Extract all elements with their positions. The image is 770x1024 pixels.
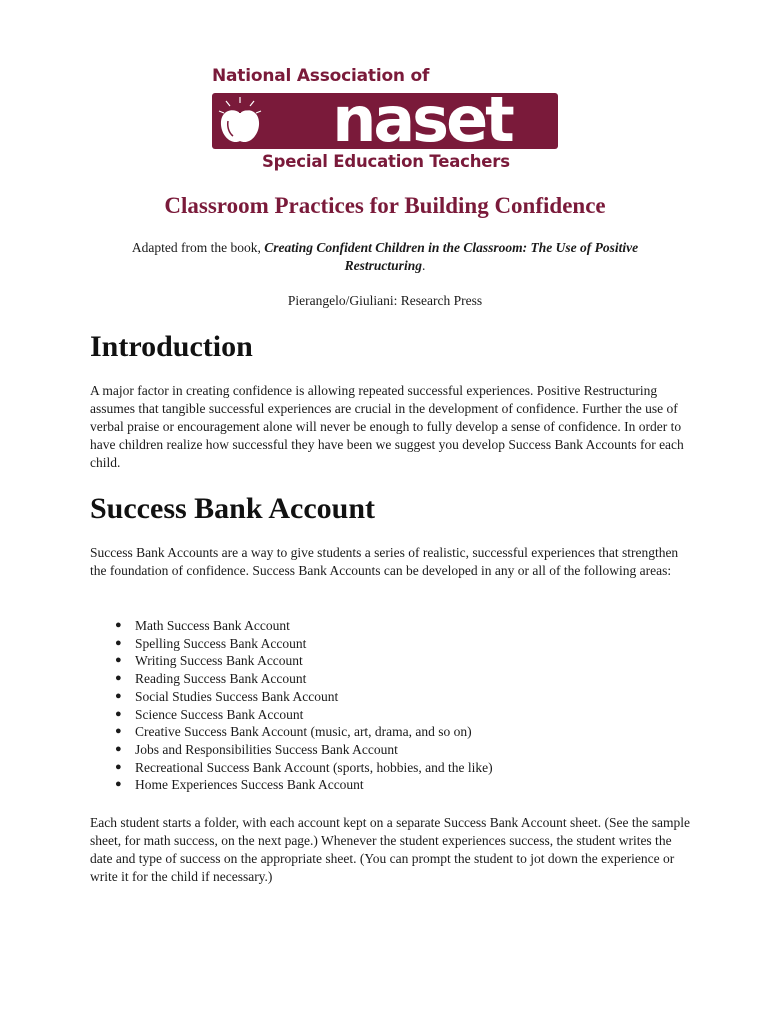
bullet-icon: ● xyxy=(115,760,122,773)
list-item xyxy=(90,776,493,794)
account-list xyxy=(90,617,493,794)
list-item-text: Math Success Bank Account xyxy=(135,618,290,633)
bullet-icon: ● xyxy=(115,742,122,755)
introduction-heading: Introduction xyxy=(90,330,253,363)
source-note xyxy=(90,239,680,275)
bullet-icon: ● xyxy=(115,725,122,738)
list-item-text: Reading Success Bank Account xyxy=(135,671,307,687)
bullet-icon: ● xyxy=(115,672,122,685)
document-title: Classroom Practices for Building Confidence xyxy=(164,193,606,218)
bullet-icon: ● xyxy=(115,707,122,720)
list-item xyxy=(90,688,493,706)
list-item-text: Writing Success Bank Account xyxy=(135,653,303,669)
list-item xyxy=(90,706,493,724)
list-item xyxy=(90,723,493,741)
book-title: Creating Confident Children in the Classroom: The Use of Positive Restructuring xyxy=(264,240,639,273)
source-suffix: . xyxy=(421,258,426,273)
bullet-icon: ● xyxy=(115,778,122,791)
bullet-icon: ● xyxy=(115,689,122,702)
naset-logo xyxy=(212,66,558,174)
list-item xyxy=(90,652,493,670)
list-item-text: Spelling Success Bank Account xyxy=(135,635,307,651)
success-bank-heading: Success Bank Account xyxy=(90,492,376,525)
logo-bottom-text: Special Education Teachers xyxy=(262,152,510,171)
source-prefix: Adapted from the book, xyxy=(131,240,265,255)
success-bank-closing: Each student starts a folder, with each account kept on a separate Success Bank Account sheet. (See the sample sheet, for math success, on the next page.) Whenever the student experiences success, the student writes the date and type of success on the appropriate sheet. (You can prompt the student to jot down the experience or write it for the child if necessary.) xyxy=(90,815,690,884)
list-item-text: Science Success Bank Account xyxy=(135,706,304,722)
success-bank-intro: Success Bank Accounts are a way to give students a series of realistic, successful experiences that strengthen the foundation of confidence. Success Bank Accounts can be developed in any or all of the following areas: xyxy=(90,545,679,578)
introduction-body: A major factor in creating confidence is allowing repeated successful experiences. Positive Restructuring assumes that tangible successful experiences are crucial in the development of confidence. Further the use of verbal praise or encouragement alone will never be enough to fully develop a sense of confidence. In order to have children realize how successful they have been we suggest you develop Success Bank Accounts for each child. xyxy=(90,383,684,470)
list-item xyxy=(90,617,493,635)
list-item-text: Creative Success Bank Account (music, art, drama, and so on) xyxy=(135,724,472,740)
list-item-text: Recreational Success Bank Account (sports, hobbies, and the like) xyxy=(135,759,493,775)
list-item-text: Jobs and Responsibilities Success Bank Account xyxy=(135,741,398,757)
apple-icon xyxy=(212,93,268,149)
bullet-icon: ● xyxy=(115,636,122,649)
list-item-text: Social Studies Success Bank Account xyxy=(135,688,339,704)
list-item xyxy=(90,670,493,688)
list-item-text: Home Experiences Success Bank Account xyxy=(135,777,364,793)
list-item xyxy=(90,741,493,759)
bullet-icon: ● xyxy=(115,619,122,631)
publisher-line: Pierangelo/Giuliani: Research Press xyxy=(287,293,483,308)
logo-top-text: National Association of xyxy=(212,66,430,86)
list-item xyxy=(90,635,493,653)
list-item xyxy=(90,759,493,777)
logo-wordmark-text: naset xyxy=(332,93,512,149)
bullet-icon: ● xyxy=(115,654,122,667)
